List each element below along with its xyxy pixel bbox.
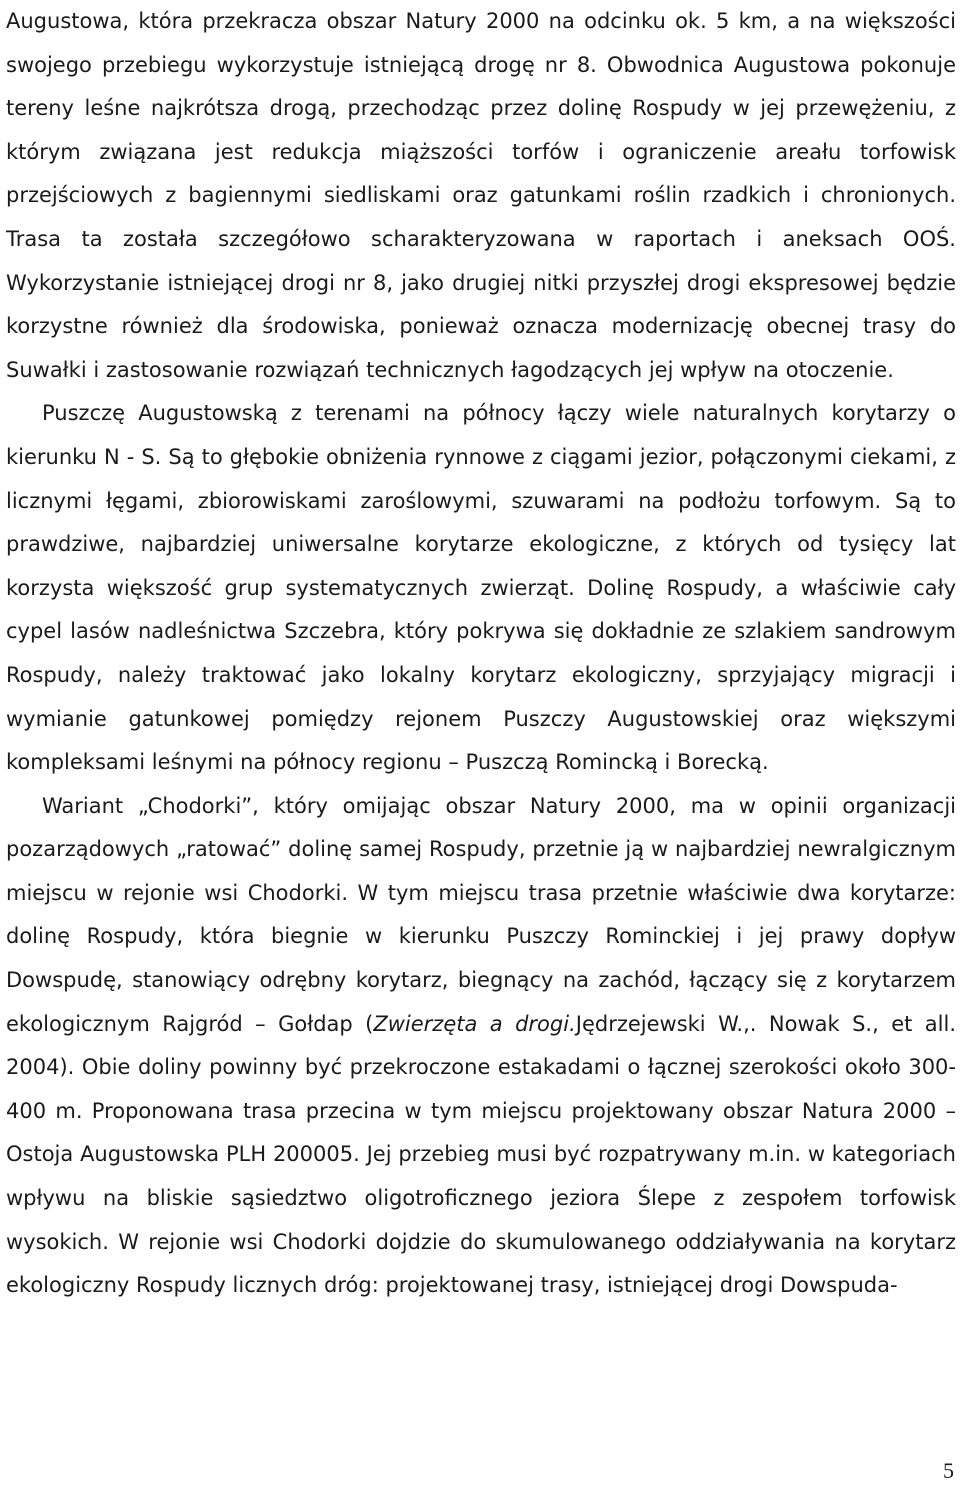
- paragraph-text-continued: Jędrzejewski W.,. Nowak S., et all. 2004). Obie doliny powinny być przekroczone estakadami o łącznej szerokości około 300-400 m. Proponowana trasa przecina w tym miejscu projektowany obszar Natura 2000 – Ostoja Augustowska PLH 200005. Jej przebieg musi być rozpatrywany m.in. w kategoriach wpływu na bliskie sąsiedztwo oligotroficznego jeziora Ślepe z zespołem torfowisk wysokich. W rejonie wsi Chodorki dojdzie do skumulowanego oddziaływania na korytarz ekologiczny Rospudy licznych dróg: projektowanej trasy, istniejącej drogi Dowspuda-: [6, 1011, 956, 1298]
- paragraph-ecological-corridors: Puszczę Augustowską z terenami na północy łączy wiele naturalnych korytarzy o kierunku N - S. Są to głębokie obniżenia rynnowe z ciągami jezior, połączonymi ciekami, z licznymi łęgami, zbiorowiskami zaroślowymi, szuwarami na podłożu torfowym. Są to prawdziwe, najbardziej uniwersalne korytarze ekologiczne, z których od tysięcy lat korzysta większość grup systematycznych zwierząt. Dolinę Rospudy, a właściwie cały cypel lasów nadleśnictwa Szczebra, który pokrywa się dokładnie ze szlakiem sandrowym Rospudy, należy traktować jako lokalny korytarz ekologiczny, sprzyjający migracji i wymianie gatunkowej pomiędzy rejonem Puszczy Augustowskiej oraz większymi kompleksami leśnymi na północy regionu – Puszczą Romincką i Borecką.: [6, 401, 956, 775]
- paragraph-chodorki-variant: [6, 785, 956, 1308]
- paragraph-augustowa-bypass: Augustowa, która przekracza obszar Natury 2000 na odcinku ok. 5 km, a na większości swojego przebiegu wykorzystuje istniejącą drogę nr 8. Obwodnica Augustowa pokonuje tereny leśne najkrótsza drogą, przechodząc przez dolinę Rospudy w jej przewężeniu, z którym związana jest redukcja miąższości torfów i ograniczenie areału torfowisk przejściowych z bagiennymi siedliskami oraz gatunkami roślin rzadkich i chronionych. Trasa ta została szczegółowo scharakteryzowana w raportach i aneksach OOŚ. Wykorzystanie istniejącej drogi nr 8, jako drugiej nitki przyszłej drogi ekspresowej będzie korzystne również dla środowiska, ponieważ oznacza modernizację obecnej trasy do Suwałki i zastosowanie rozwiązań technicznych łagodzących jej wpływ na otoczenie.: [6, 9, 956, 382]
- paragraph-text: Wariant „Chodorki”, który omijając obszar Natury 2000, ma w opinii organizacji pozarządowych „ratować” dolinę samej Rospudy, przetnie ją w najbardziej newralgicznym miejscu w rejonie wsi Chodorki. W tym miejscu trasa przetnie właściwie dwa korytarze: dolinę Rospudy, która biegnie w kierunku Puszczy Rominckiej i jej prawy dopływ Dowspudę, stanowiący odrębny korytarz, biegnący na zachód, łączący się z korytarzem ekologicznym Rajgród – Gołdap (: [6, 793, 956, 1036]
- page-number: 5: [943, 1458, 954, 1483]
- italic-citation-title: Zwierzęta a drogi.: [373, 1011, 576, 1036]
- document-page: [6, 0, 956, 1308]
